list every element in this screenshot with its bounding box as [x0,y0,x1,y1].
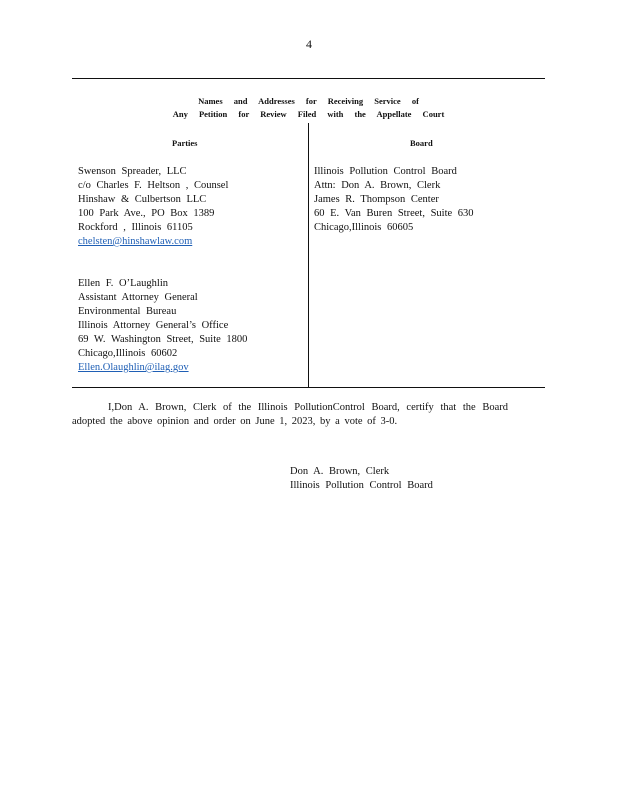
email-link-olaughlin[interactable]: Ellen.Olaughlin@ilag.gov [78,362,189,373]
address-line: Environmental Bureau [78,306,177,317]
email-link-chelsten[interactable]: chelsten@hinshawlaw.com [78,236,193,247]
address-line: Chicago,Illinois 60602 [78,348,178,359]
service-list-heading [72,95,545,121]
address-line: 100 Park Ave., PO Box 1389 [78,208,215,219]
column-divider [308,123,309,387]
board-header: Board [410,138,433,148]
address-line: Illinois Attorney General’s Office [78,320,229,331]
address-line: c/o Charles F. Heltson , Counsel [78,180,229,191]
party-address-swenson [78,165,228,249]
signature-name: Don A. Brown, Clerk [290,466,390,477]
address-line: 60 E. Van Buren Street, Suite 630 [314,208,474,219]
address-line: James R. Thompson Center [314,194,439,205]
heading-line-1: Names and Addresses for Receiving Service of [198,96,419,106]
address-line: Attn: Don A. Brown, Clerk [314,180,441,191]
service-list-table [72,78,545,388]
address-line: Swenson Spreader, LLC [78,166,187,177]
address-line: Illinois Pollution Control Board [314,166,457,177]
address-line: 69 W. Washington Street, Suite 1800 [78,334,248,345]
address-line: Ellen F. O’Laughlin [78,278,169,289]
address-line: Assistant Attorney General [78,292,198,303]
address-line: Hinshaw & Culbertson LLC [78,194,207,205]
board-address [314,165,474,235]
clerk-signature-block [290,465,433,493]
clerk-certification: I,Don A. Brown, Clerk of the Illinois PollutionControl Board, certify that the Board adopted the above opinion and order on June 1, 2023, by a vote of 3-0. [72,402,508,427]
heading-line-2: Any Petition for Review Filed with the Appellate Court [172,109,445,119]
party-address-olaughlin [78,277,247,375]
address-line: Rockford , Illinois 61105 [78,222,193,233]
page-number: 4 [306,37,312,51]
address-line: Chicago,Illinois 60605 [314,222,414,233]
signature-organization: Illinois Pollution Control Board [290,480,433,491]
parties-header: Parties [172,138,198,148]
